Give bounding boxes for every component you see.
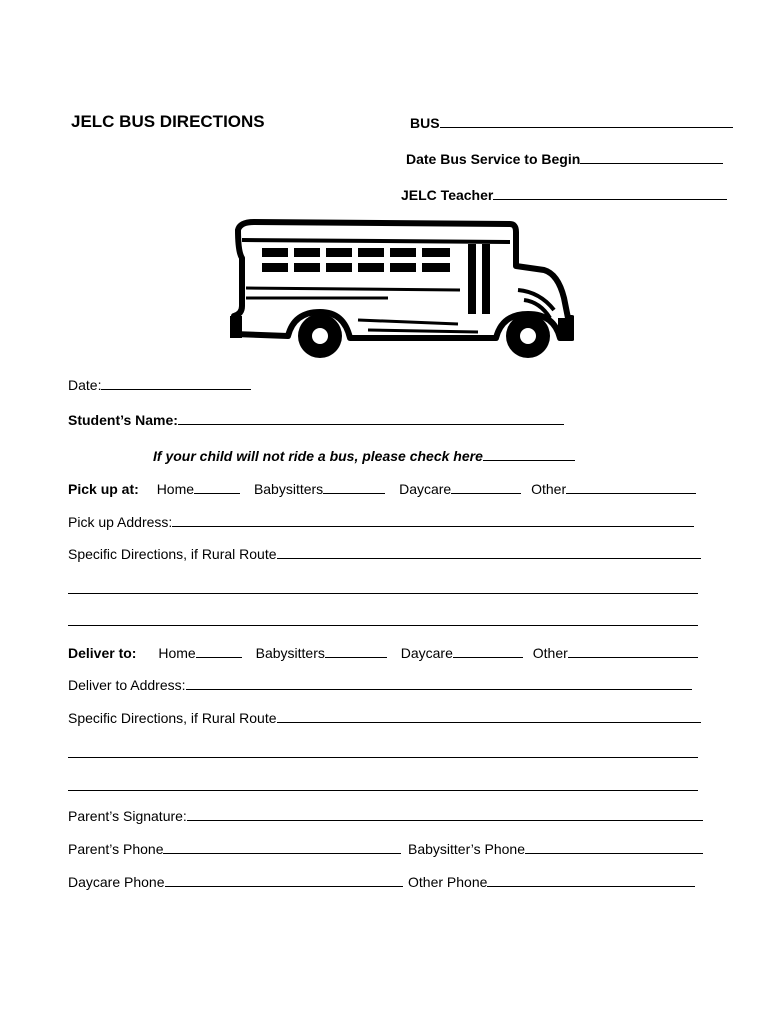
student-name-line[interactable] — [178, 412, 564, 425]
deliver-address-field[interactable] — [68, 677, 692, 693]
deliver-option-other[interactable]: Other — [533, 645, 698, 661]
other-phone-field[interactable] — [408, 874, 695, 890]
pickup-other-line[interactable] — [566, 481, 696, 494]
bus-line[interactable] — [440, 115, 733, 128]
pickup-directions-line-2[interactable] — [68, 593, 698, 594]
bus-label: BUS — [410, 115, 440, 131]
date-label: Date: — [68, 377, 102, 393]
deliver-directions-field[interactable] — [68, 710, 701, 726]
no-bus-checkbox-row[interactable] — [153, 448, 575, 464]
parent-signature-field[interactable] — [68, 808, 703, 824]
pickup-directions-line-3[interactable] — [68, 625, 698, 626]
date-service-field[interactable] — [406, 151, 723, 167]
deliver-other-line[interactable] — [568, 645, 698, 658]
pickup-address-line[interactable] — [172, 514, 694, 527]
pickup-directions-line[interactable] — [277, 546, 701, 559]
parent-signature-line[interactable] — [187, 808, 703, 821]
pickup-option-babysitters[interactable]: Babysitters — [254, 481, 385, 497]
no-bus-note: If your child will not ride a bus, please check here — [153, 448, 483, 464]
pickup-option-daycare[interactable]: Daycare — [399, 481, 521, 497]
babysitter-phone-field[interactable] — [408, 841, 703, 857]
deliver-directions-line-2[interactable] — [68, 757, 698, 758]
deliver-directions-line-3[interactable] — [68, 790, 698, 791]
deliver-babysitters-line[interactable] — [325, 645, 387, 658]
page-title: JELC BUS DIRECTIONS — [71, 112, 265, 131]
no-bus-check-line[interactable] — [483, 448, 575, 461]
pickup-directions-field[interactable] — [68, 546, 701, 562]
deliver-option-daycare[interactable]: Daycare — [401, 645, 523, 661]
pickup-directions-label: Specific Directions, if Rural Route — [68, 546, 277, 562]
parent-phone-label: Parent’s Phone — [68, 841, 164, 857]
pickup-daycare-line[interactable] — [451, 481, 521, 494]
date-field[interactable] — [68, 377, 251, 393]
pickup-option-other[interactable]: Other — [531, 481, 696, 497]
student-name-field[interactable] — [68, 412, 564, 428]
bus-field[interactable] — [410, 115, 733, 131]
pickup-address-label: Pick up Address: — [68, 514, 173, 530]
deliver-home-line[interactable] — [196, 645, 242, 658]
date-line[interactable] — [101, 377, 251, 390]
parent-phone-field[interactable] — [68, 841, 401, 857]
school-bus-icon — [228, 218, 574, 364]
daycare-phone-line[interactable] — [165, 874, 403, 887]
teacher-field[interactable] — [401, 187, 727, 203]
pickup-option-home[interactable]: Home — [157, 481, 240, 497]
other-phone-label: Other Phone — [408, 874, 488, 890]
parent-signature-label: Parent’s Signature: — [68, 808, 187, 824]
daycare-phone-label: Daycare Phone — [68, 874, 165, 890]
deliver-option-babysitters[interactable]: Babysitters — [256, 645, 387, 661]
parent-phone-line[interactable] — [163, 841, 401, 854]
date-service-line[interactable] — [580, 151, 723, 164]
teacher-label: JELC Teacher — [401, 187, 494, 203]
babysitter-phone-line[interactable] — [525, 841, 703, 854]
pickup-address-field[interactable] — [68, 514, 694, 530]
deliver-label: Deliver to: — [68, 645, 137, 661]
daycare-phone-field[interactable] — [68, 874, 403, 890]
pickup-babysitters-line[interactable] — [323, 481, 385, 494]
teacher-line[interactable] — [493, 187, 727, 200]
deliver-address-line[interactable] — [186, 677, 692, 690]
student-name-label: Student’s Name: — [68, 412, 178, 428]
deliver-directions-line[interactable] — [277, 710, 701, 723]
pickup-label: Pick up at: — [68, 481, 139, 497]
deliver-directions-label: Specific Directions, if Rural Route — [68, 710, 277, 726]
date-service-label: Date Bus Service to Begin — [406, 151, 581, 167]
other-phone-line[interactable] — [487, 874, 695, 887]
pickup-options-row — [68, 481, 696, 497]
pickup-home-line[interactable] — [194, 481, 240, 494]
deliver-daycare-line[interactable] — [453, 645, 523, 658]
babysitter-phone-label: Babysitter’s Phone — [408, 841, 525, 857]
deliver-option-home[interactable]: Home — [158, 645, 241, 661]
deliver-options-row — [68, 645, 698, 661]
deliver-address-label: Deliver to Address: — [68, 677, 186, 693]
